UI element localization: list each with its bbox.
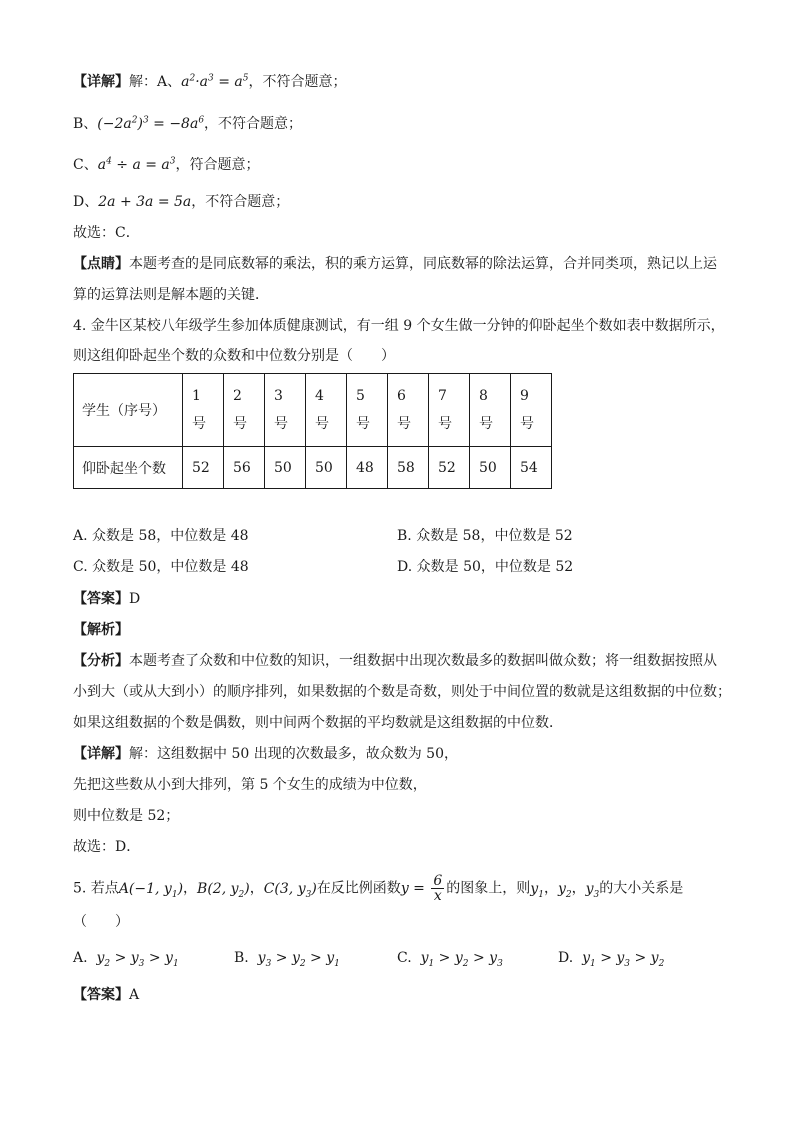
- table-row: [74, 447, 552, 489]
- student-cell: 6 号: [388, 374, 429, 447]
- q3-detail-D: D、2a + 3a = 5a，不符合题意；: [73, 194, 290, 210]
- analyze-tag: 【分析】: [73, 653, 129, 669]
- q4-analysis-tag: 【解析】: [73, 622, 129, 638]
- point-A: A(−1, $y_1$): [118, 880, 184, 900]
- q5-answer: 【答案】A: [73, 987, 140, 1003]
- fraction-6-over-x: $\frac{6}{x}$: [433, 873, 443, 904]
- q4-option-A: A. 众数是 58，中位数是 48: [73, 528, 249, 544]
- situp-value: 48: [347, 447, 388, 489]
- q3-choose: 故选：C．: [73, 225, 140, 241]
- q4-option-C: C. 众数是 50，中位数是 48: [73, 559, 249, 575]
- q4-option-B: B. 众数是 58，中位数是 52: [397, 528, 573, 544]
- student-cell: 4 号: [306, 374, 347, 447]
- situp-value: 52: [183, 447, 224, 489]
- q4-detail-cont: 先把这些数从小到大排列，第 5 个女生的成绩为中位数，: [73, 777, 427, 793]
- q4-analyze: 【分析】本题考查了众数和中位数的知识，一组数据中出现次数最多的数据叫做众数；将一组数据按照从: [73, 653, 717, 669]
- row-header-situps: 仰卧起坐个数: [74, 447, 183, 489]
- formula-B: $(-2a^2)^3 = -8a^6$: [97, 115, 205, 132]
- situp-value: 52: [429, 447, 470, 489]
- q3-detail-B: B、$(-2a^2)^3 = -8a^6$，不符合题意；: [73, 115, 303, 132]
- q5-option-B: B. $y_3 > y_2 > y_1$: [234, 950, 340, 969]
- q4-stem: 4. 金牛区某校八年级学生参加体质健康测试，有一组 9 个女生做一分钟的仰卧起坐个数如表中数据所示，: [73, 318, 725, 334]
- student-cell: 9 号: [511, 374, 552, 447]
- student-cell: 2 号: [224, 374, 265, 447]
- situp-table: [73, 373, 552, 489]
- function-formula: y =: [400, 880, 430, 897]
- q4-choose: 故选：D．: [73, 839, 141, 855]
- situp-value: 50: [470, 447, 511, 489]
- q4-analyze-cont2: 如果这组数据的个数是偶数，则中间两个数据的平均数就是这组数据的中位数．: [73, 715, 563, 731]
- student-cell: 3 号: [265, 374, 306, 447]
- answer-tag: 【答案】: [73, 987, 129, 1003]
- q3-comment: 【点睛】本题考查的是同底数幂的乘法，积的乘方运算，同底数幂的除法运算，合并同类项，熟记以上运: [73, 256, 717, 272]
- table-row: [74, 374, 552, 447]
- student-cell: 5 号: [347, 374, 388, 447]
- row-header-student: 学生（序号）: [74, 374, 183, 447]
- point-C: C(3, $y_3$): [263, 880, 317, 900]
- q5-stem-cont: （ ）: [73, 914, 129, 930]
- q4-option-D: D. 众数是 50，中位数是 52: [397, 559, 574, 575]
- formula-A: $a^2\cdot a^3 = a^5$: [181, 73, 249, 90]
- detail-tag: 【详解】: [73, 746, 129, 762]
- situp-value: 58: [388, 447, 429, 489]
- student-cell: 7 号: [429, 374, 470, 447]
- situp-value: 54: [511, 447, 552, 489]
- q4-detail-cont2: 则中位数是 52；: [73, 808, 180, 824]
- student-cell: 1 号: [183, 374, 224, 447]
- situp-value: 50: [265, 447, 306, 489]
- q5-option-C: C. $y_1 > y_2 > y_3$: [397, 950, 503, 969]
- q5-stem: 5. 若点A(−1, $y_1$)，B(2, $y_2$)，C(3, $y_3$)在反比例函数y = $\frac{6}{x}$ 的图象上，则$y_1$，$y_2$，$y_3$的大小关系是: [73, 873, 684, 904]
- q3-detail-A: 【详解】解：A、$a^2\cdot a^3 = a^5$，不符合题意；: [73, 73, 347, 90]
- formula-D: 2a + 3a = 5a: [98, 194, 192, 210]
- q4-answer: 【答案】D: [73, 591, 141, 607]
- q3-comment-cont: 算的运算法则是解本题的关键．: [73, 287, 269, 303]
- detail-tag: 【详解】: [73, 74, 129, 90]
- situp-value: 50: [306, 447, 347, 489]
- q5-option-D: D. $y_1 > y_3 > y_2$: [558, 950, 665, 969]
- point-B: B(2, $y_2$): [197, 880, 250, 900]
- answer-tag: 【答案】: [73, 591, 129, 607]
- comment-tag: 【点睛】: [73, 256, 129, 272]
- q3-detail-C: C、$a^4 \div a = a^3$，符合题意；: [73, 156, 260, 173]
- q4-detail: 【详解】解：这组数据中 50 出现的次数最多，故众数为 50，: [73, 746, 458, 762]
- q5-option-A: A. $y_2 > y_3 > y_1$: [73, 950, 179, 969]
- q4-analyze-cont: 小到大（或从大到小）的顺序排列，如果数据的个数是奇数，则处于中间位置的数就是这组数据的中位数；: [73, 684, 731, 700]
- situp-value: 56: [224, 447, 265, 489]
- formula-C: $a^4 \div a = a^3$: [97, 156, 176, 173]
- student-cell: 8 号: [470, 374, 511, 447]
- q4-stem-cont: 则这组仰卧起坐个数的众数和中位数分别是（ ）: [73, 348, 395, 364]
